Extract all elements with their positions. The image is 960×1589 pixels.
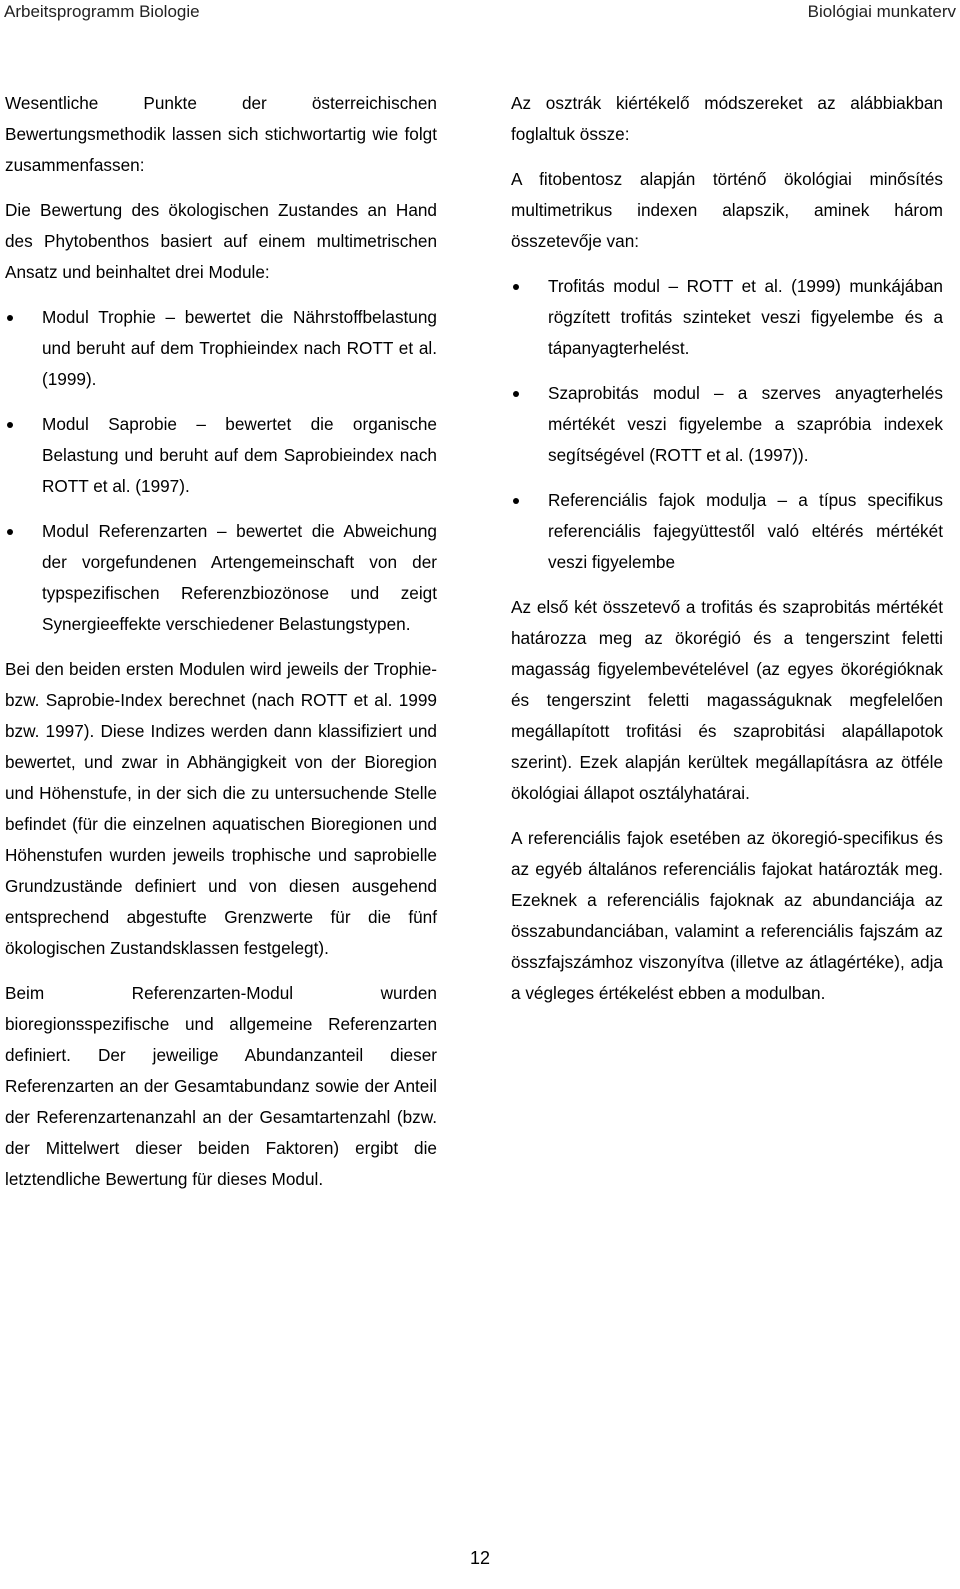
bullet-icon (7, 315, 13, 321)
left-bullet-list (5, 302, 437, 640)
left-column (5, 88, 437, 1209)
list-item: Referenciális fajok modulja – a típus specifikus referenciális fajegyüttestől való eltérés mértékét veszi figyelembe (511, 485, 943, 578)
left-paragraph-indices: Bei den beiden ersten Modulen wird jeweils der Trophie- bzw. Saprobie-Index berechnet (nach ROTT et al. 1999 bzw. 1997). Diese Indizes werden dann klassifiziert und bewertet, und zwar in Abhängigkeit von der Bioregion und Höhenstufe, in der sich die zu untersuchende Stelle befindet (für die einzelnen aquatischen Bioregionen und Höhenstufen wurden jeweils trophische und saprobielle Grundzustände definiert und von diesen ausgehend entsprechend abgestufte Grenzwerte für die fünf ökologischen Zustandsklassen festgelegt). (5, 659, 437, 958)
bullet-icon (7, 529, 13, 535)
bullet-icon (7, 422, 13, 428)
header-left-title: Arbeitsprogramm Biologie (4, 2, 200, 21)
bullet-icon (513, 498, 519, 504)
list-item: Modul Referenzarten – bewertet die Abweichung der vorgefundenen Artengemeinschaft von der typspezifischen Referenzbiozönose und zeigt Synergieeffekte verschiedener Belastungstypen. (5, 516, 437, 640)
list-item: Trofitás modul – ROTT et al. (1999) munkájában rögzített trofitás szinteket veszi figyelembe és a tápanyagterhelést. (511, 271, 943, 364)
list-item: Modul Trophie – bewertet die Nährstoffbelastung und beruht auf dem Trophieindex nach ROTT et al. (1999). (5, 302, 437, 395)
right-paragraph-intro: Az osztrák kiértékelő módszereket az alábbiakban foglaltuk össze: (511, 93, 943, 144)
right-column (511, 88, 943, 1023)
left-paragraph-intro: Wesentliche Punkte der österreichischen Bewertungsmethodik lassen sich stichwortartig wie folgt zusammenfassen: (5, 93, 437, 175)
page-number: 12 (469, 1548, 491, 1568)
right-paragraph-overview: A fitobentosz alapján történő ökológiai minősítés multimetrikus indexen alapszik, aminek három összetevője van: (511, 169, 943, 251)
bullet-icon (513, 391, 519, 397)
right-bullet-list (511, 271, 943, 578)
list-item: Szaprobitás modul – a szerves anyagterhelés mértékét veszi figyelembe a szapróbia indexek segítségével (ROTT et al. (1997)). (511, 378, 943, 471)
left-paragraph-overview: Die Bewertung des ökologischen Zustandes an Hand des Phytobenthos basiert auf einem multimetrischen Ansatz und beinhaltet drei Module: (5, 200, 437, 282)
right-paragraph-reference: A referenciális fajok esetében az ökoregió-specifikus és az egyéb általános referenciális fajokat határozták meg. Ezeknek a referenciális fajoknak az abundanciája az összabundanciában, valamint a referenciális fajszám az összfajszámhoz viszonyítva (illetve az átlagértéke), adja a végleges értékelést ebben a modulban. (511, 828, 943, 1003)
bullet-icon (513, 284, 519, 290)
list-item: Modul Saprobie – bewertet die organische Belastung und beruht auf dem Saprobieindex nach ROTT et al. (1997). (5, 409, 437, 502)
right-paragraph-indices: Az első két összetevő a trofitás és szaprobitás mértékét határozza meg az ökorégió és a tengerszint feletti magasság figyelembevételével (az egyes ökorégióknak és tengerszint feletti magasságuknak megfelelően megállapított trofitási és szaprobitási alapállapotok szerint). Ezek alapján kerültek megállapításra az ötféle ökológiai állapot osztályhatárai. (511, 597, 943, 803)
left-paragraph-reference: Beim Referenzarten-Modul wurden bioregionsspezifische und allgemeine Referenzarten definiert. Der jeweilige Abundanzanteil dieser Referenzarten an der Gesamtabundanz sowie der Anteil der Referenzartenanzahl an der Gesamtartenzahl (bzw. der Mittelwert dieser beiden Faktoren) ergibt die letztendliche Bewertung für dieses Modul. (5, 983, 437, 1189)
header-right-title: Biológiai munkaterv (807, 2, 956, 21)
